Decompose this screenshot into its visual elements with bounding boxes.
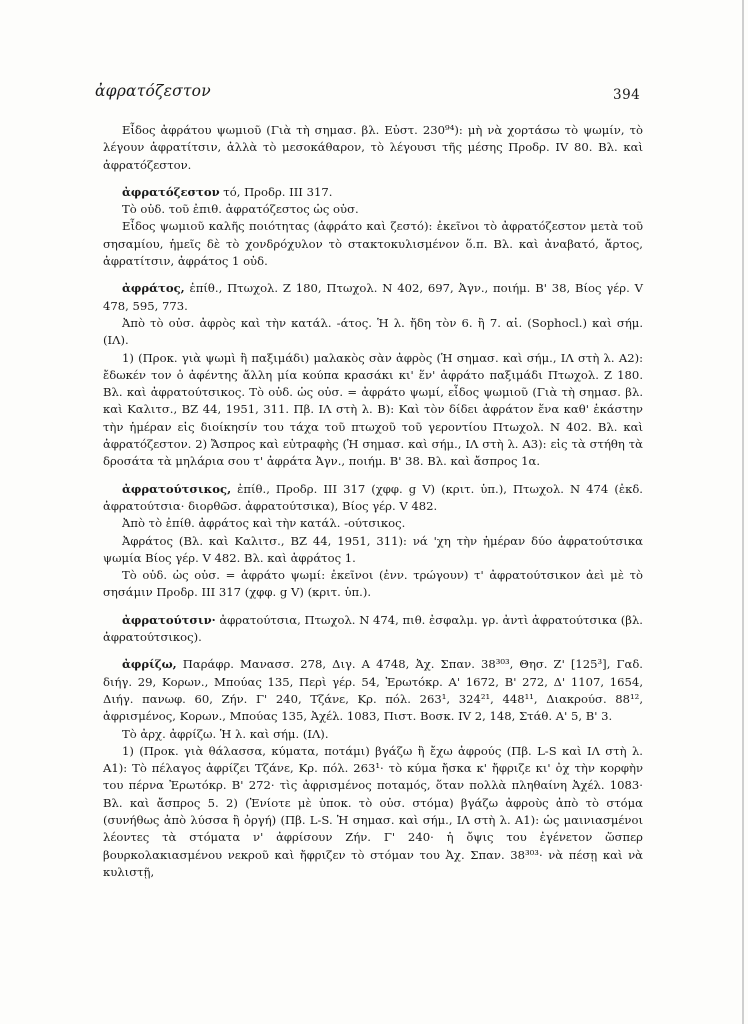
entry-paragraph: 1) (Προκ. γιὰ ψωμὶ ἢ παξιμάδι) μαλακὸς σὰν ἀφρὸς (Ἡ σημασ. καὶ σήμ., ΙΛ στὴ λ. Α2): ἔδωκέν τον ὁ ἀφέντης ἄλλη μία κούπα κρασάκι κι' ἕν' ἀφράτο παξιμάδι Πτωχολ. Ζ 180. Βλ. καὶ ἀφρατούτσικος. Τὸ οὐδ. ὡς οὐσ. = ἀφράτο ψωμί, εἶδος ψωμιοῦ (Γιὰ τὴ σημασ. βλ. καὶ Καλιτσ., ΒΖ 44, 1951, 311. Πβ. ΙΛ στὴ λ. Β): Καὶ τὸν δίδει ἀφράτον ἕνα καθ' ἑκάστην τὴν ἡμέραν εἰς διοίκησίν του τάχα τοῦ πτωχοῦ τοῦ γεροντίου Πτωχολ. Ν 402. Βλ. καὶ ἀφρατόζεστον. 2) Ἄσπρος καὶ εὐτραφὴς (Ἡ σημασ. καὶ σήμ., ΙΛ στὴ λ. Α3): εἰς τὰ στήθη τὰ δροσάτα τὰ μηλάρια σου τ' ἀφράτα Ἀγν., ποιήμ. Β' 38. Βλ. καὶ ἄσπρος 1α. — [103, 350, 643, 469]
entry-paragraph: Τὸ οὐδ. ὡς οὐσ. = ἀφράτο ψωμί: ἐκεῖνοι (ἐνν. τρώγουν) τ' ἀφρατούτσικον ἀεὶ μὲ τὸ σησάμιν Προδρ. III 317 (χφφ. g V) (κριτ. ὑπ.). — [103, 568, 643, 600]
lemma: ἀφράτος, — [122, 281, 185, 296]
scan-edge-line — [742, 0, 744, 1024]
entry-head-text: Παράφρ. Μανασσ. 278, Διγ. Α 4748, Ἀχ. Σπαν. 38³⁰³, Θησ. Ζ' [125³], Γαδ. διήγ. 29, Κορων., Μπούας 135, Περὶ γέρ. 54, Ἐρωτόκρ. Α' 1672, Β' 272, Δ' 1107, 1654, Διήγ. πανωφ. 60, Ζήν. Γ' 240, Τζάνε, Κρ. πόλ. 263¹, 324²¹, 448¹¹, Διακρούσ. 88¹², ἀφρισμένος, Κορων., Μπούας 135, Ἀχέλ. 1083, Πιστ. Βοσκ. IV 2, 148, Στάθ. Α' 5, Β' 3. — [103, 657, 643, 724]
entry-continuation — [103, 122, 643, 174]
entry-head-paragraph — [103, 280, 643, 315]
entry-afrizo — [103, 656, 643, 881]
lemma: ἀφρίζω, — [122, 657, 177, 672]
entry-paragraph: Ἀπὸ τὸ οὐσ. ἀφρὸς καὶ τὴν κατάλ. -άτος. Ἡ λ. ἤδη τὸν 6. ἢ 7. αἰ. (Sophocl.) καὶ σήμ. (ΙΛ). — [103, 315, 643, 348]
entry-paragraph: 1) (Προκ. γιὰ θάλασσα, κύματα, ποτάμι) βγάζω ἢ ἔχω ἀφρούς (Πβ. L-S καὶ ΙΛ στὴ λ. Α1): Τὸ πέλαγος ἀφρίζει Τζάνε, Κρ. πόλ. 263¹· τὸ κύμα ἤσκα κ' ἤφριζε κι' ὀχ τὴν κορφὴν του πέρνα Ἐρωτόκρ. Β' 272· τὶς ἀφρισμένος ποταμός, ὅταν πολλὰ πληθαίνη Ἀχέλ. 1083· Βλ. καὶ ἄσπρος 5. 2) (Ἐνίοτε μὲ ὑποκ. τὸ οὐσ. στόμα) βγάζω ἀφροὺς ἀπὸ τὸ στόμα (συνήθως ἀπὸ λύσσα ἢ ὀργή) (Πβ. L-S. Ἡ σημασ. καὶ σήμ., ΙΛ στὴ λ. Α1): ὡς μαινιασμένοι λέοντες τὰ στόματα ν' ἀφρίσουν Ζήν. Γ' 240· ἡ ὄψις του ἐγένετον ὥσπερ βουρκολακιασμένου νεκροῦ καὶ ἤφριζεν τὸ στόμαν του Ἀχ. Σπαν. 38³⁰³· νὰ πέσῃ καὶ νὰ κυλιστῇ, — [103, 743, 643, 879]
lemma: ἀφρατόζεστον — [122, 184, 220, 199]
entry-paragraph: Εἶδος ψωμιοῦ καλῆς ποιότητας (ἀφράτο καὶ ζεστό): ἐκεῖνοι τὸ ἀφρατόζεστον μετὰ τοῦ σησαμίου, ἡμεῖς δὲ τὸ χονδρόχυλον τὸ στακτοκυλισμένον ὅ.π. Βλ. καὶ ἀναβατό, ἄρτος, ἀφρατίτσιν, ἀφράτος 1 οὐδ. — [103, 219, 643, 269]
entry-paragraph: Τὸ οὐδ. τοῦ ἐπιθ. ἀφρατόζεστος ὡς οὐσ. — [122, 202, 359, 217]
lemma: ἀφρατούτσικος, — [122, 481, 232, 496]
entry-head-text: ἐπίθ., Προδρ. III 317 (χφφ. g V) (κριτ. ὑπ.), Πτωχολ. Ν 474 (ἐκδ. ἀφρατούτσια· διορθῶσ. ἀφρατούτσικα), Βίος γέρ. V 482. — [103, 481, 643, 513]
entry-afratoutsin — [103, 612, 643, 647]
entry-paragraph: Τὸ ἀρχ. ἀφρίζω. Ἡ λ. καὶ σήμ. (ΙΛ). — [122, 726, 329, 741]
entry-paragraph: Ἀφράτος (Βλ. καὶ Καλιτσ., ΒΖ 44, 1951, 311): νά 'χη τὴν ἡμέραν δύο ἀφρατούτσικα ψωμία Βίος γέρ. V 482. Βλ. καὶ ἀφράτος 1. — [103, 533, 643, 565]
entry-head-paragraph — [103, 612, 643, 647]
entry-head-text: ἐπίθ., Πτωχολ. Ζ 180, Πτωχολ. Ν 402, 697, Ἀγν., ποιήμ. Β' 38, Βίος γέρ. V 478, 595, 773. — [103, 281, 643, 313]
entry-head-paragraph — [103, 481, 643, 516]
entry-afratozeston — [103, 184, 643, 270]
entry-head-paragraph — [103, 656, 643, 725]
entries-column — [103, 122, 643, 891]
entry-paragraph: Εἶδος ἀφράτου ψωμιοῦ (Γιὰ τὴ σημασ. βλ. Εὐστ. 230⁹⁴): μὴ νὰ χορτάσω τὸ ψωμίν, τὸ λέγουν ἀφρατίτσιν, ἀλλὰ τὸ μεσοκάθαρον, τὸ λέγουσι τῆς μέσης Προδρ. IV 80. Βλ. καὶ ἀφρατόζεστον. — [103, 123, 643, 172]
entry-afratos — [103, 280, 643, 470]
lemma: ἀφρατούτσιν· — [122, 612, 216, 627]
entry-head-text: τό, Προδρ. III 317. — [219, 184, 333, 199]
entry-head-paragraph — [103, 184, 643, 201]
entry-paragraph: Ἀπὸ τὸ ἐπίθ. ἀφράτος καὶ τὴν κατάλ. -ούτσικος. — [122, 516, 406, 531]
running-header-word: ἀφρατόζεστον — [95, 82, 211, 100]
entry-head-text: ἀφρατούτσια, Πτωχολ. Ν 474, πιθ. ἐσφαλμ. γρ. ἀντὶ ἀφρατούτσικα (βλ. ἀφρατούτσικος). — [103, 612, 643, 645]
page-number: 394 — [613, 87, 641, 103]
entry-afratoutsikos — [103, 481, 643, 602]
